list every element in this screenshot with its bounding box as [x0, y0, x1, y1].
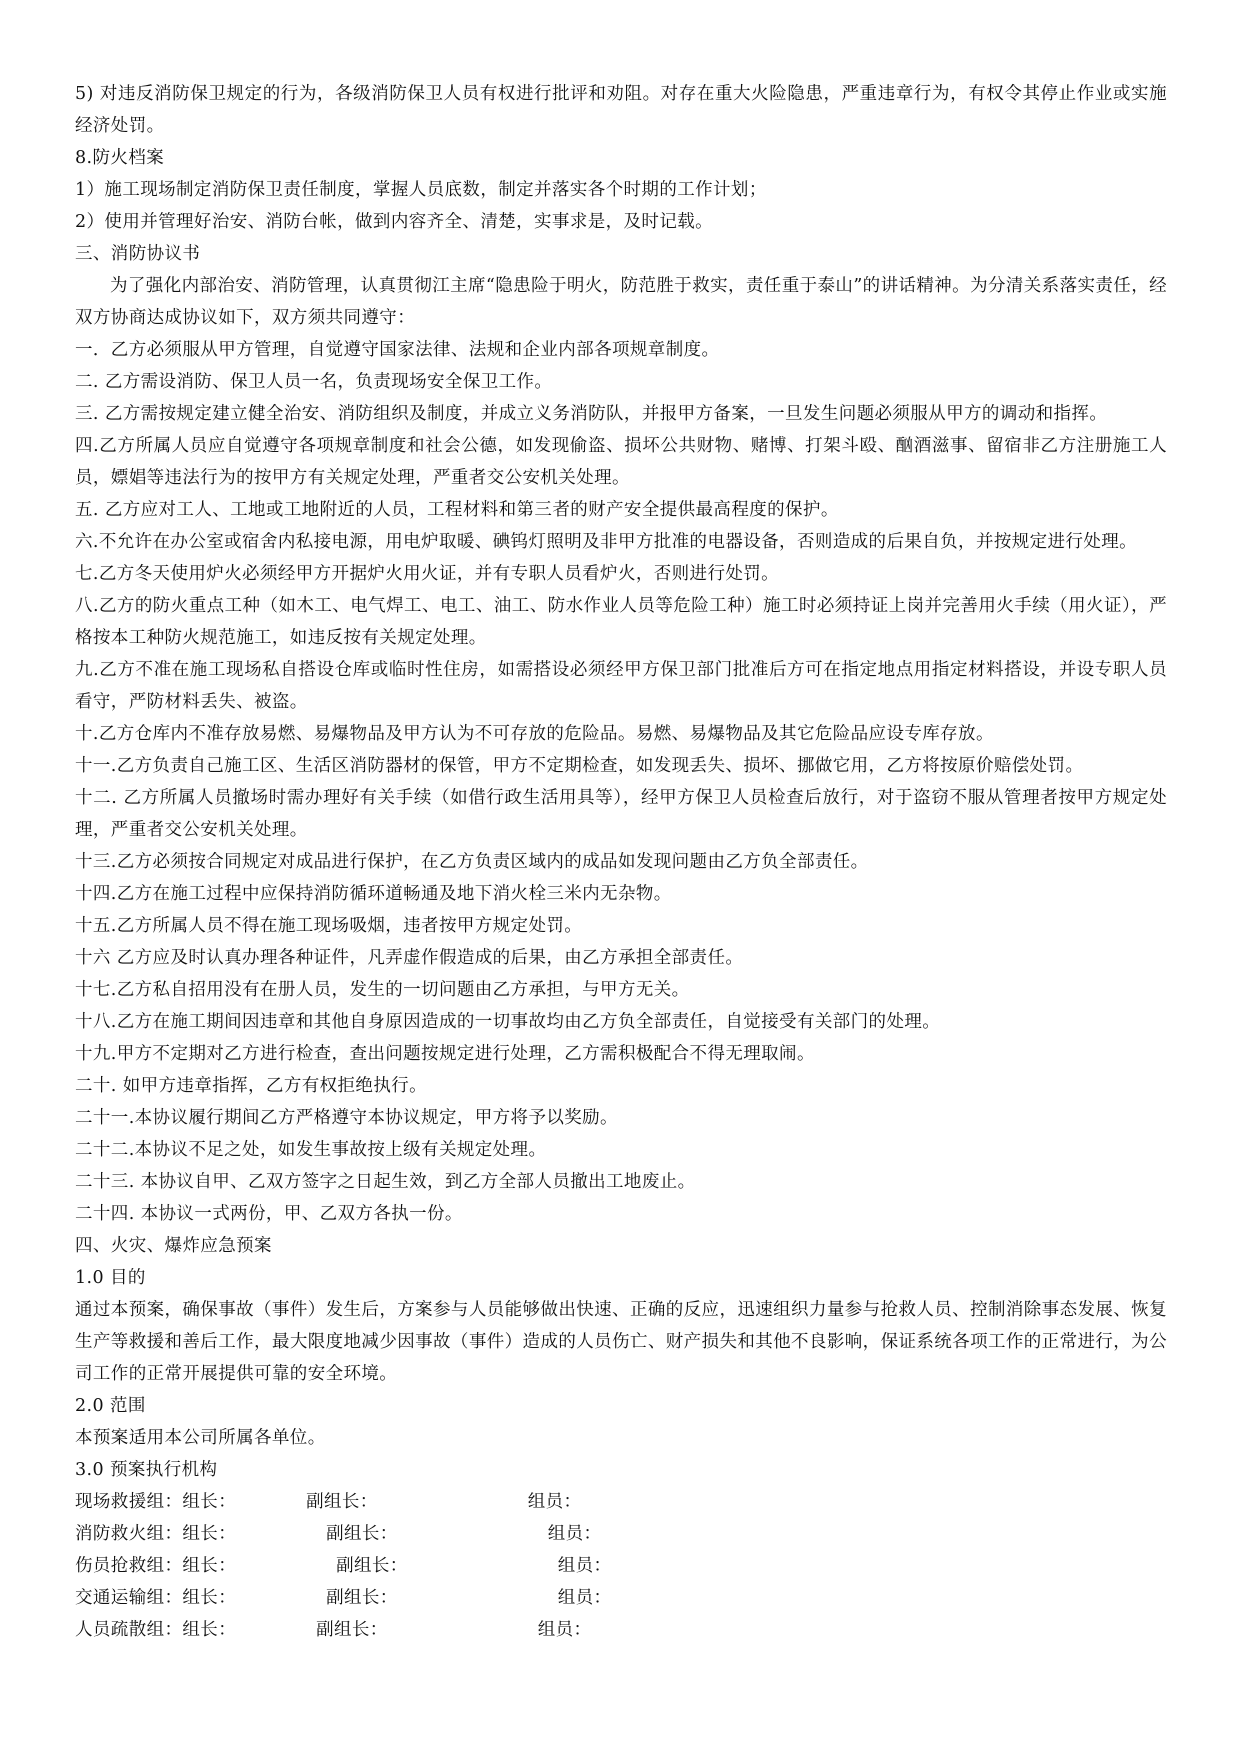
- paragraph-line: 3.0 预案执行机构: [75, 1460, 218, 1480]
- paragraph-line: 十六 乙方应及时认真办理各种证件，凡弄虚作假造成的后果，由乙方承担全部责任。: [75, 948, 744, 968]
- org-group-label: 交通运输组：: [75, 1588, 183, 1608]
- org-group-label: 伤员抢救组：: [75, 1556, 183, 1576]
- paragraph-line: 十.乙方仓库内不准存放易燃、易爆物品及甲方认为不可存放的危险品。易燃、易爆物品及其它危险品应设专库存放。: [75, 724, 994, 744]
- paragraph-line: 十七.乙方私自招用没有在册人员，发生的一切问题由乙方承担，与甲方无关。: [75, 980, 690, 1000]
- paragraph-line: 十五.乙方所属人员不得在施工现场吸烟，违者按甲方规定处罚。: [75, 916, 583, 936]
- org-member-label: 组员：: [537, 1620, 592, 1640]
- paragraph-line: 三. 乙方需按规定建立健全治安、消防组织及制度，并成立义务消防队，并报甲方备案，一旦发生问题必须服从甲方的调动和指挥。: [75, 404, 1108, 424]
- org-group-label: 现场救援组：: [75, 1492, 183, 1512]
- org-deputy-label: 副组长：: [336, 1556, 408, 1576]
- paragraph-line: 2.0 范围: [75, 1396, 146, 1416]
- paragraph-line: 十一.乙方负责自己施工区、生活区消防器材的保管，甲方不定期检查，如发现丢失、损坏、挪做它用，乙方将按原价赔偿处罚。: [75, 756, 1084, 776]
- paragraph-line: 二. 乙方需设消防、保卫人员一名，负责现场安全保卫工作。: [75, 372, 553, 392]
- paragraph-line: 五. 乙方应对工人、工地或工地附近的人员，工程材料和第三者的财产安全提供最高程度的保护。: [75, 500, 839, 520]
- org-row: [75, 1550, 1167, 1582]
- org-leader-label: 组长：: [182, 1524, 237, 1544]
- org-row: [75, 1582, 1167, 1614]
- paragraph-line: 本预案适用本公司所属各单位。: [75, 1428, 326, 1448]
- org-leader-label: 组长：: [182, 1588, 237, 1608]
- paragraph-line: 七.乙方冬天使用炉火必须经甲方开据炉火用火证，并有专职人员看炉火，否则进行处罚。: [75, 564, 780, 584]
- org-member-label: 组员：: [527, 1492, 582, 1512]
- paragraph-line: 六.不允许在办公室或宿舍内私接电源，用电炉取暖、碘钨灯照明及非甲方批准的电器设备，否则造成的后果自负，并按规定进行处理。: [75, 532, 1138, 552]
- paragraph-line: 为了强化内部治安、消防管理，认真贯彻江主席“隐患险于明火，防范胜于救实，责任重于泰山”的讲话精神。为分清关系落实责任，经双方协商达成协议如下，双方须共同遵守：: [75, 276, 1167, 328]
- document-body: [75, 78, 1167, 1486]
- org-group-label: 消防救火组：: [75, 1524, 183, 1544]
- org-deputy-label: 副组长：: [326, 1588, 398, 1608]
- org-leader-label: 组长：: [182, 1556, 237, 1576]
- paragraph-line: 四、火灾、爆炸应急预案: [75, 1236, 272, 1256]
- paragraph-line: 二十二.本协议不足之处，如发生事故按上级有关规定处理。: [75, 1140, 547, 1160]
- paragraph-line: 5) 对违反消防保卫规定的行为，各级消防保卫人员有权进行批评和劝阻。对存在重大火险隐患，严重违章行为，有权令其停止作业或实施经济处罚。: [75, 84, 1167, 136]
- paragraph-line: 二十四. 本协议一式两份，甲、乙双方各执一份。: [75, 1204, 463, 1224]
- paragraph-line: 十八.乙方在施工期间因违章和其他自身原因造成的一切事故均由乙方负全部责任，自觉接受有关部门的处理。: [75, 1012, 941, 1032]
- org-row: [75, 1614, 1167, 1646]
- org-table: [75, 1486, 1167, 1646]
- paragraph-line: 8.防火档案: [75, 148, 165, 168]
- org-deputy-label: 副组长：: [306, 1492, 378, 1512]
- org-leader-label: 组长：: [182, 1620, 237, 1640]
- paragraph-line: 二十. 如甲方违章指挥，乙方有权拒绝执行。: [75, 1076, 428, 1096]
- paragraph-line: 二十三. 本协议自甲、乙双方签字之日起生效，到乙方全部人员撤出工地废止。: [75, 1172, 696, 1192]
- paragraph-line: 八.乙方的防火重点工种（如木工、电气焊工、电工、油工、防水作业人员等危险工种）施工时必须持证上岗并完善用火手续（用火证），严格按本工种防火规范施工，如违反按有关规定处理。: [75, 596, 1167, 648]
- paragraph-line: 一．乙方必须服从甲方管理，自觉遵守国家法律、法规和企业内部各项规章制度。: [75, 340, 720, 360]
- org-member-label: 组员：: [557, 1556, 612, 1576]
- org-deputy-label: 副组长：: [326, 1524, 398, 1544]
- org-row: [75, 1486, 1167, 1518]
- paragraph-line: 九.乙方不准在施工现场私自搭设仓库或临时性住房，如需搭设必须经甲方保卫部门批准后方可在指定地点用指定材料搭设，并设专职人员看守，严防材料丢失、被盗。: [75, 660, 1167, 712]
- document-page: [75, 78, 1167, 1646]
- paragraph-line: 十九.甲方不定期对乙方进行检查，查出问题按规定进行处理，乙方需积极配合不得无理取闹。: [75, 1044, 815, 1064]
- paragraph-line: 二十一.本协议履行期间乙方严格遵守本协议规定，甲方将予以奖励。: [75, 1108, 618, 1128]
- org-group-label: 人员疏散组：: [75, 1620, 183, 1640]
- org-member-label: 组员：: [547, 1524, 602, 1544]
- paragraph-line: 1.0 目的: [75, 1268, 146, 1288]
- org-leader-label: 组长：: [182, 1492, 237, 1512]
- paragraph-line: 2）使用并管理好治安、消防台帐，做到内容齐全、清楚，实事求是，及时记载。: [75, 212, 714, 232]
- paragraph-line: 十二. 乙方所属人员撤场时需办理好有关手续（如借行政生活用具等），经甲方保卫人员检查后放行，对于盗窃不服从管理者按甲方规定处理，严重者交公安机关处理。: [75, 788, 1167, 840]
- paragraph-line: 三、消防协议书: [75, 244, 201, 264]
- org-member-label: 组员：: [557, 1588, 612, 1608]
- paragraph-line: 四.乙方所属人员应自觉遵守各项规章制度和社会公德，如发现偷盗、损坏公共财物、赌博、打架斗殴、酗酒滋事、留宿非乙方注册施工人员，嫖娼等违法行为的按甲方有关规定处理，严重者交公安机关处理。: [75, 436, 1167, 488]
- paragraph-line: 1）施工现场制定消防保卫责任制度，掌握人员底数，制定并落实各个时期的工作计划；: [75, 180, 767, 200]
- org-row: [75, 1518, 1167, 1550]
- paragraph-line: 通过本预案，确保事故（事件）发生后，方案参与人员能够做出快速、正确的反应，迅速组织力量参与抢救人员、控制消除事态发展、恢复生产等救援和善后工作，最大限度地减少因事故（事件）造成的人员伤亡、财产损失和其他不良影响，保证系统各项工作的正常进行，为公司工作的正常开展提供可靠的安全环境。: [75, 1300, 1167, 1384]
- org-deputy-label: 副组长：: [316, 1620, 388, 1640]
- paragraph-line: 十四.乙方在施工过程中应保持消防循环道畅通及地下消火栓三米内无杂物。: [75, 884, 672, 904]
- paragraph-line: 十三.乙方必须按合同规定对成品进行保护，在乙方负责区域内的成品如发现问题由乙方负全部责任。: [75, 852, 869, 872]
